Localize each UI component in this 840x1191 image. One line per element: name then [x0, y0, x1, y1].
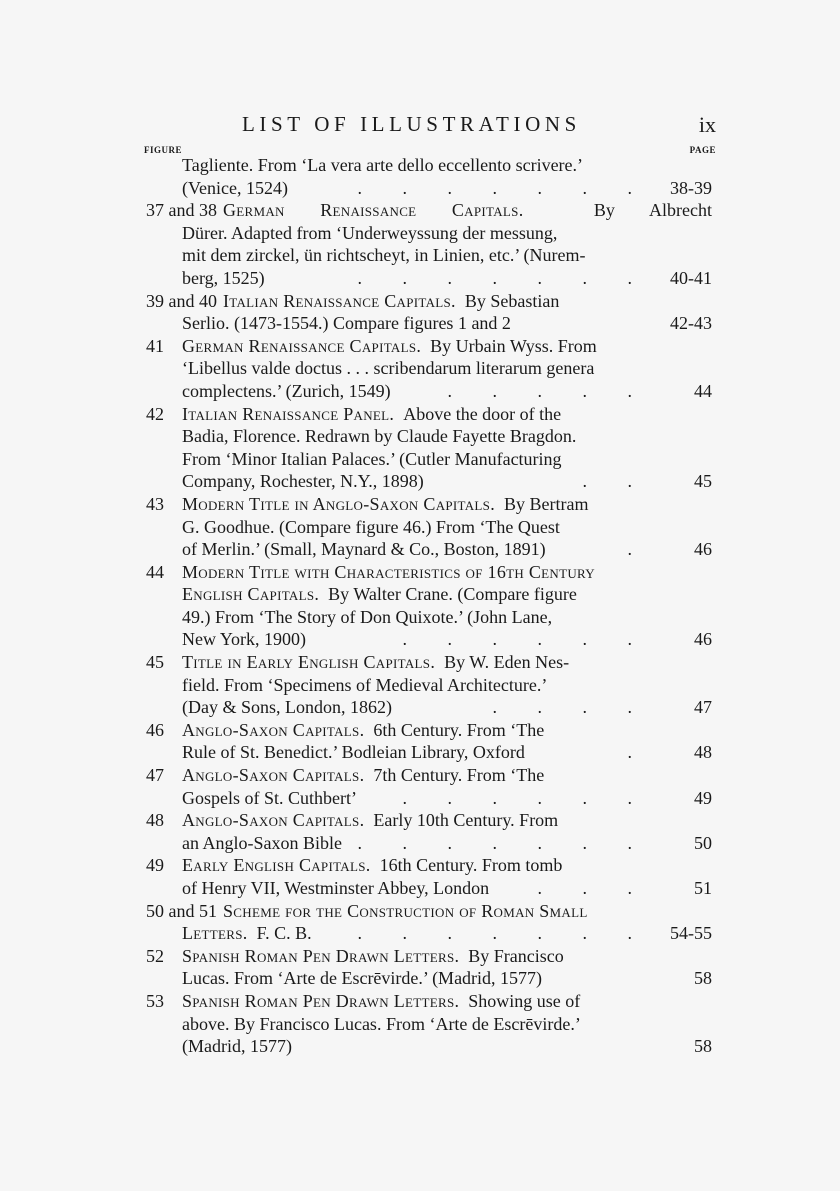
- page-number: ix: [698, 112, 716, 137]
- entry-title: Early English Capitals.: [182, 855, 371, 876]
- entry-title: Spanish Roman Pen Drawn Letters.: [182, 990, 460, 1011]
- list-entry: 37 and 38 German Renaissance Capitals. By Albrecht Dürer. Adapted from ‘Underweyssung der messung, mit dem zirckel, ün richtscheyt, in Linien, etc.’ (Nurem- berg, 1525) . . . . . . . 40-41: [146, 200, 712, 288]
- entry-title: Scheme for the Construction of Roman Small: [223, 900, 588, 921]
- entry-page: 51: [694, 878, 712, 898]
- list-entry: 50 and 51 Scheme for the Construction of Roman Small Letters. F. C. B. . . . . . . . 54-55: [146, 900, 712, 944]
- list-entry: 42 Italian Renaissance Panel. Above the door of the Badia, Florence. Redrawn by Claude Fayette Bragdon. From ‘Minor Italian Palaces.’ (Cutler Manufacturing Company, Rochester, N.Y., 1898) . . 45: [146, 403, 712, 492]
- entry-page: 42-43: [670, 313, 712, 334]
- figure-number: 52: [146, 945, 164, 966]
- entry-page: 44: [694, 380, 712, 401]
- figure-number: 46: [146, 719, 164, 740]
- entry-page: 46: [694, 629, 712, 650]
- figure-number: 48: [146, 810, 164, 831]
- entry-page: 40-41: [670, 267, 712, 288]
- running-title: LIST OF ILLUSTRATIONS: [242, 112, 581, 136]
- entry-page: 47: [694, 697, 712, 718]
- list-entry: 41 German Renaissance Capitals. By Urbain Wyss. From ‘Libellus valde doctus . . . scribendarum literarum genera complectens.’ (Zurich, 1549) . . . . . 44: [146, 335, 712, 401]
- figure-number: 44: [146, 561, 164, 582]
- figure-column-label: FIGURE: [144, 145, 183, 155]
- figure-number: 37 and 38: [146, 200, 217, 221]
- list-entry: Tagliente. From ‘La vera arte dello eccellento scrivere.’ (Venice, 1524) . . . . . . . 38-39: [182, 155, 712, 198]
- entry-page: 45: [694, 471, 712, 492]
- list-entry: 48 Anglo-Saxon Capitals. Early 10th Century. From an Anglo-Saxon Bible . . . . . . . 50: [146, 810, 712, 853]
- entry-title: Anglo-Saxon Capitals.: [182, 810, 365, 831]
- entry-page: 58: [694, 1036, 712, 1057]
- entry-title: Italian Renaissance Capitals.: [223, 290, 456, 311]
- list-entry: 52 Spanish Roman Pen Drawn Letters. By Francisco Lucas. From ‘Arte de Escrēvirde.’ (Madrid, 1577) 58: [146, 945, 712, 989]
- list-entry: 47 Anglo-Saxon Capitals. 7th Century. From ‘The Gospels of St. Cuthbert’ . . . . . . 49: [146, 765, 712, 808]
- figure-number: 45: [146, 652, 164, 673]
- list-entry: 45 Title in Early English Capitals. By W. Eden Nes- field. From ‘Specimens of Medieval Architecture.’ (Day & Sons, London, 1862) . . . . 47: [146, 652, 712, 718]
- entry-page: 50: [694, 832, 712, 853]
- entry-title: Anglo-Saxon Capitals.: [182, 719, 365, 740]
- figure-number: 41: [146, 335, 164, 356]
- illustration-list: [146, 154, 712, 1058]
- entry-page: 49: [694, 787, 712, 808]
- list-entry: 39 and 40 Italian Renaissance Capitals. By Sebastian Serlio. (1473-1554.) Compare figures 1 and 2 42-43: [146, 290, 712, 334]
- figure-number: 53: [146, 990, 164, 1011]
- entry-title: Italian Renaissance Panel.: [182, 403, 395, 424]
- entry-title: Modern Title in Anglo-Saxon Capitals.: [182, 493, 496, 514]
- entry-page: 54-55: [670, 923, 712, 944]
- figure-number: 39 and 40: [146, 290, 217, 311]
- figure-number: 47: [146, 765, 164, 786]
- list-entry: 46 Anglo-Saxon Capitals. 6th Century. From ‘The Rule of St. Benedict.’ Bodleian Library, Oxford . 48: [146, 719, 712, 763]
- page-column-label: PAGE: [689, 145, 716, 155]
- entry-page: 58: [694, 968, 712, 989]
- entry-title: Spanish Roman Pen Drawn Letters.: [182, 945, 460, 966]
- figure-number: 42: [146, 403, 164, 424]
- entry-title: Title in Early English Capitals.: [182, 652, 436, 673]
- list-entry: 49 Early English Capitals. 16th Century. From tomb of Henry VII, Westminster Abbey, London . . . 51: [146, 855, 712, 898]
- list-entry: 43 Modern Title in Anglo-Saxon Capitals. By Bertram G. Goodhue. (Compare figure 46.) From ‘The Quest of Merlin.’ (Small, Maynard & Co., Boston, 1891) . 46: [146, 493, 712, 560]
- list-entry: 53 Spanish Roman Pen Drawn Letters. Showing use of above. By Francisco Lucas. From ‘Arte de Escrēvirde.’ (Madrid, 1577) 58: [146, 990, 712, 1057]
- entry-page: 48: [694, 742, 712, 763]
- entry-title: Anglo-Saxon Capitals.: [182, 765, 365, 786]
- list-entry: 44 Modern Title with Characteristics of 16th Century English Capitals. By Walter Crane. (Compare figure 49.) From ‘The Story of Don Quixote.’ (John Lane, New York, 1900) . . . . . . 46: [146, 561, 712, 650]
- entry-page: 46: [694, 539, 712, 560]
- entry-page: 38-39: [670, 177, 712, 198]
- figure-number: 50 and 51: [146, 900, 217, 921]
- running-header: [176, 112, 716, 142]
- entry-title: German Renaissance Capitals.: [223, 200, 524, 221]
- entry-title: German Renaissance Capitals.: [182, 335, 422, 356]
- entry-title: Modern Title with Characteristics of 16th Century: [182, 561, 595, 582]
- figure-number: 43: [146, 493, 164, 514]
- figure-number: 49: [146, 855, 164, 876]
